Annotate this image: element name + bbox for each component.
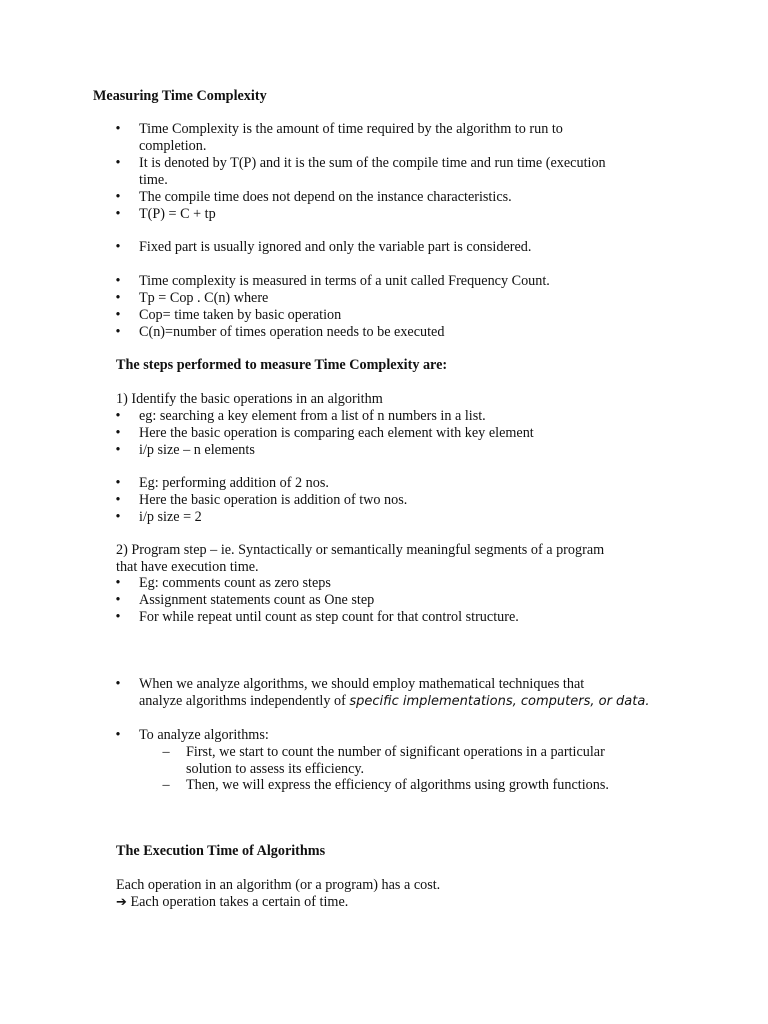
list-item: It is denoted by T(P) and it is the sum of the compile time and run time (execution bbox=[139, 155, 606, 171]
list-item: Eg: performing addition of 2 nos. bbox=[139, 475, 329, 491]
bullet-icon: • bbox=[115, 307, 121, 323]
bullet-icon: • bbox=[115, 324, 121, 340]
heading-steps: The steps performed to measure Time Complexity are: bbox=[116, 357, 448, 373]
italic-text: specific implementations, computers, or data. bbox=[349, 694, 650, 709]
list-item: Eg: comments count as zero steps bbox=[139, 575, 331, 591]
plain-text: analyze algorithms independently of bbox=[139, 693, 350, 709]
list-item: Tp = Cop . C(n) where bbox=[139, 290, 269, 306]
bullet-icon: • bbox=[115, 609, 121, 625]
list-item: Assignment statements count as One step bbox=[139, 592, 375, 608]
bullet-icon: • bbox=[115, 676, 121, 692]
list-item: Here the basic operation is comparing each element with key element bbox=[139, 425, 534, 441]
bullet-icon: • bbox=[115, 206, 121, 222]
list-item: Cop= time taken by basic operation bbox=[139, 307, 342, 323]
list-item-continuation bbox=[139, 693, 649, 710]
bullet-icon: • bbox=[115, 121, 121, 137]
sub-list-item: First, we start to count the number of significant operations in a particular bbox=[186, 744, 605, 760]
bullet-icon: • bbox=[115, 189, 121, 205]
bullet-icon: • bbox=[115, 290, 121, 306]
heading-execution-time: The Execution Time of Algorithms bbox=[116, 843, 326, 859]
dash-icon: – bbox=[162, 744, 170, 760]
list-item: For while repeat until count as step count for that control structure. bbox=[139, 609, 519, 625]
list-item: C(n)=number of times operation needs to be executed bbox=[139, 324, 445, 340]
bullet-icon: • bbox=[115, 727, 121, 743]
arrow-right-icon: ➔ bbox=[116, 895, 127, 910]
bullet-icon: • bbox=[115, 592, 121, 608]
dash-icon: – bbox=[162, 777, 170, 793]
bullet-icon: • bbox=[115, 575, 121, 591]
list-item: The compile time does not depend on the instance characteristics. bbox=[139, 189, 512, 205]
list-item: Here the basic operation is addition of two nos. bbox=[139, 492, 408, 508]
sub-list-item-continuation: solution to assess its efficiency. bbox=[186, 761, 365, 777]
list-item: Time Complexity is the amount of time required by the algorithm to run to bbox=[139, 121, 563, 137]
list-item: Fixed part is usually ignored and only the variable part is considered. bbox=[139, 239, 532, 255]
paragraph-time bbox=[116, 894, 348, 911]
list-item: Time complexity is measured in terms of a unit called Frequency Count. bbox=[139, 273, 550, 289]
bullet-icon: • bbox=[115, 492, 121, 508]
step-2-title: 2) Program step – ie. Syntactically or semantically meaningful segments of a program bbox=[116, 542, 605, 558]
sub-list-item: Then, we will express the efficiency of algorithms using growth functions. bbox=[186, 777, 609, 793]
bullet-icon: • bbox=[115, 509, 121, 525]
list-item-continuation: completion. bbox=[139, 138, 207, 154]
list-item-continuation: time. bbox=[139, 172, 168, 188]
paragraph-cost: Each operation in an algorithm (or a program) has a cost. bbox=[116, 877, 441, 893]
list-item: eg: searching a key element from a list of n numbers in a list. bbox=[139, 408, 486, 424]
list-item: T(P) = C + tp bbox=[139, 206, 216, 222]
step-1-title: 1) Identify the basic operations in an algorithm bbox=[116, 391, 383, 407]
bullet-icon: • bbox=[115, 239, 121, 255]
list-item: i/p size – n elements bbox=[139, 442, 255, 458]
list-item: i/p size = 2 bbox=[139, 509, 202, 525]
list-item: To analyze algorithms: bbox=[139, 727, 269, 743]
step-2-title-continuation: that have execution time. bbox=[116, 559, 259, 575]
bullet-icon: • bbox=[115, 155, 121, 171]
bullet-icon: • bbox=[115, 408, 121, 424]
bullet-icon: • bbox=[115, 475, 121, 491]
paragraph-time-text: Each operation takes a certain of time. bbox=[130, 894, 349, 910]
heading-measuring-time-complexity: Measuring Time Complexity bbox=[93, 88, 267, 104]
bullet-icon: • bbox=[115, 273, 121, 289]
bullet-icon: • bbox=[115, 442, 121, 458]
list-item: When we analyze algorithms, we should employ mathematical techniques that bbox=[139, 676, 585, 692]
bullet-icon: • bbox=[115, 425, 121, 441]
